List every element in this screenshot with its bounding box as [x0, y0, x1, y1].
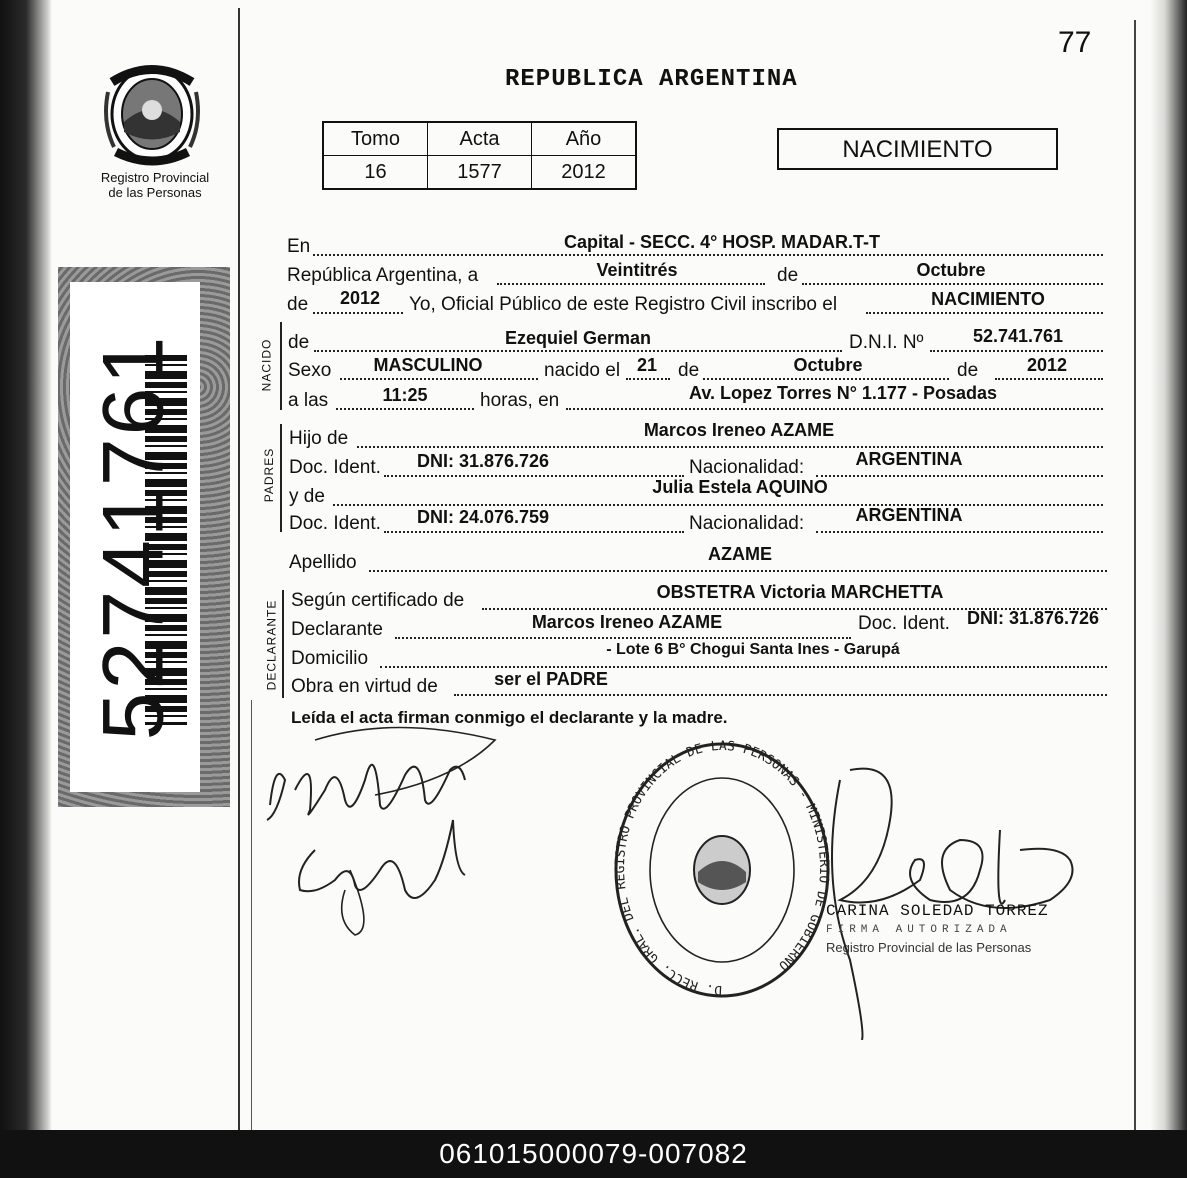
- header-ano: Año: [532, 122, 637, 156]
- page-edge-shadow: [1150, 0, 1187, 1130]
- closing-statement: Leída el acta firman conmigo el declarante y la madre.: [291, 708, 728, 727]
- nacido-de-label: de: [288, 332, 310, 353]
- official-role: FIRMA AUTORIZADA: [826, 924, 1012, 936]
- dotted-line: [566, 408, 1103, 410]
- registry-name-line2: de las Personas: [108, 185, 202, 200]
- value-acta: 1577: [428, 156, 532, 190]
- de-label: de: [777, 265, 799, 286]
- dotted-line: [313, 312, 403, 314]
- a-las-label: a las: [288, 390, 329, 411]
- hijo-de-label: Hijo de: [289, 428, 349, 449]
- margin-rule-inner: [251, 700, 252, 1130]
- registry-seal: [612, 740, 832, 1000]
- value-tomo: 16: [323, 156, 428, 190]
- declarant-address: - Lote 6 B° Chogui Santa Ines - Garupá: [606, 641, 900, 658]
- de-label-3: de: [957, 360, 979, 381]
- dotted-line: [357, 446, 1103, 448]
- declarant-signature: [255, 720, 515, 940]
- mother-doc: DNI: 24.076.759: [416, 507, 550, 527]
- place-of-registration: Capital - SECC. 4° HOSP. MADAR.T-T: [564, 232, 880, 252]
- dotted-line: [340, 378, 538, 380]
- registration-day: Veintitrés: [596, 260, 678, 280]
- section-padres: PADRES: [262, 447, 277, 503]
- official-organization: Registro Provincial de las Personas: [826, 940, 1032, 955]
- dotted-line: [816, 531, 1103, 533]
- registration-year: 2012: [339, 288, 381, 308]
- dotted-line: [395, 637, 851, 639]
- father-nationality: ARGENTINA: [855, 449, 963, 469]
- father-nationality-label: Nacionalidad:: [689, 457, 805, 478]
- registry-name-line1: Registro Provincial: [100, 170, 210, 185]
- dotted-line: [333, 504, 1103, 506]
- seal-text: D. RECC. GRAL. DEL REGISTRO PROVINCIAL DE LAS PERSONAS - MINISTERIO DE GOBIERNO: [613, 740, 832, 998]
- dotted-line: [369, 570, 1107, 572]
- value-ano: 2012: [532, 156, 637, 190]
- birth-day: 21: [636, 355, 658, 375]
- declarant-relationship: ser el PADRE: [494, 669, 608, 689]
- dotted-line: [454, 694, 1107, 696]
- page-number: 77: [1058, 26, 1092, 59]
- sexo-label: Sexo: [288, 360, 332, 381]
- child-dni: 52.741.761: [972, 326, 1064, 346]
- father-doc: DNI: 31.876.726: [416, 451, 550, 471]
- republica-label: República Argentina, a: [287, 265, 479, 286]
- mother-nationality-label: Nacionalidad:: [689, 513, 805, 534]
- declarant-doc-label: Doc. Ident.: [858, 613, 950, 634]
- dni-label: D.N.I. Nº: [849, 332, 924, 353]
- official-name: CARINA SOLEDAD TORREZ: [826, 902, 1049, 920]
- nacido-bracket: [280, 322, 282, 410]
- dotted-line: [802, 283, 1103, 285]
- dotted-line: [384, 531, 684, 533]
- registry-name: [90, 170, 220, 200]
- page-binding-shadow: [0, 0, 52, 1130]
- section-nacido: NACIDO: [259, 338, 274, 392]
- certificate-label: Según certificado de: [291, 590, 465, 611]
- dotted-line: [380, 666, 1107, 668]
- record-type-box: NACIMIENTO: [777, 128, 1058, 170]
- dotted-line: [866, 312, 1103, 314]
- dotted-line: [703, 378, 949, 380]
- child-name: Ezequiel German: [504, 328, 652, 348]
- father-doc-label: Doc. Ident.: [289, 457, 381, 478]
- section-declarante: DECLARANTE: [264, 599, 279, 691]
- father-name: Marcos Ireneo AZAME: [643, 420, 835, 440]
- mother-doc-label: Doc. Ident.: [289, 513, 381, 534]
- inscribed-record-type: NACIMIENTO: [931, 289, 1045, 309]
- de2-label: de: [287, 294, 309, 315]
- official-signature: [820, 760, 1100, 1040]
- inscribe-text: Yo, Oficial Público de este Registro Civil inscribo el: [409, 294, 838, 315]
- birth-place: Av. Lopez Torres N° 1.177 - Posadas: [689, 383, 997, 403]
- horas-en-label: horas, en: [480, 390, 560, 411]
- obra-label: Obra en virtud de: [291, 676, 438, 697]
- declarante-label: Declarante: [291, 619, 383, 640]
- padres-bracket: [280, 424, 282, 532]
- mother-name: Julia Estela AQUINO: [652, 477, 828, 497]
- margin-rule-right: [1134, 20, 1136, 1130]
- footer-document-code: 061015000079-007082: [439, 1138, 748, 1169]
- birth-year: 2012: [1026, 355, 1068, 375]
- y-de-label: y de: [289, 486, 325, 507]
- surname: AZAME: [708, 544, 772, 564]
- dotted-line: [314, 350, 842, 352]
- dotted-line: [930, 350, 1103, 352]
- nacido-el-label: nacido el: [544, 360, 621, 381]
- certificate-issuer: OBSTETRA Victoria MARCHETTA: [656, 582, 944, 602]
- dotted-line: [384, 475, 684, 477]
- mother-nationality: ARGENTINA: [855, 505, 963, 525]
- declarante-bracket: [282, 590, 284, 698]
- misiones-coat-of-arms-logo: [102, 52, 202, 172]
- en-label: En: [287, 236, 311, 257]
- dotted-line: [816, 475, 1103, 477]
- document-title: REPUBLICA ARGENTINA: [505, 66, 798, 93]
- child-sex: MASCULINO: [373, 355, 483, 375]
- header-acta: Acta: [428, 122, 532, 156]
- margin-rule: [238, 8, 240, 1130]
- birth-time: 11:25: [382, 385, 428, 405]
- dotted-line: [313, 254, 1103, 256]
- header-tomo: Tomo: [323, 122, 428, 156]
- declarant-name: Marcos Ireneo AZAME: [531, 612, 723, 632]
- barcode-number: 52741761: [85, 333, 182, 741]
- registration-month: Octubre: [916, 260, 986, 280]
- domicilio-label: Domicilio: [291, 648, 369, 669]
- dotted-line: [995, 378, 1103, 380]
- dotted-line: [336, 408, 474, 410]
- dotted-line: [497, 283, 765, 285]
- dotted-line: [626, 378, 670, 380]
- de-label-2: de: [678, 360, 700, 381]
- volume-table: [322, 121, 637, 190]
- apellido-label: Apellido: [289, 552, 357, 573]
- declarant-doc: DNI: 31.876.726: [966, 608, 1100, 628]
- birth-month: Octubre: [793, 355, 863, 375]
